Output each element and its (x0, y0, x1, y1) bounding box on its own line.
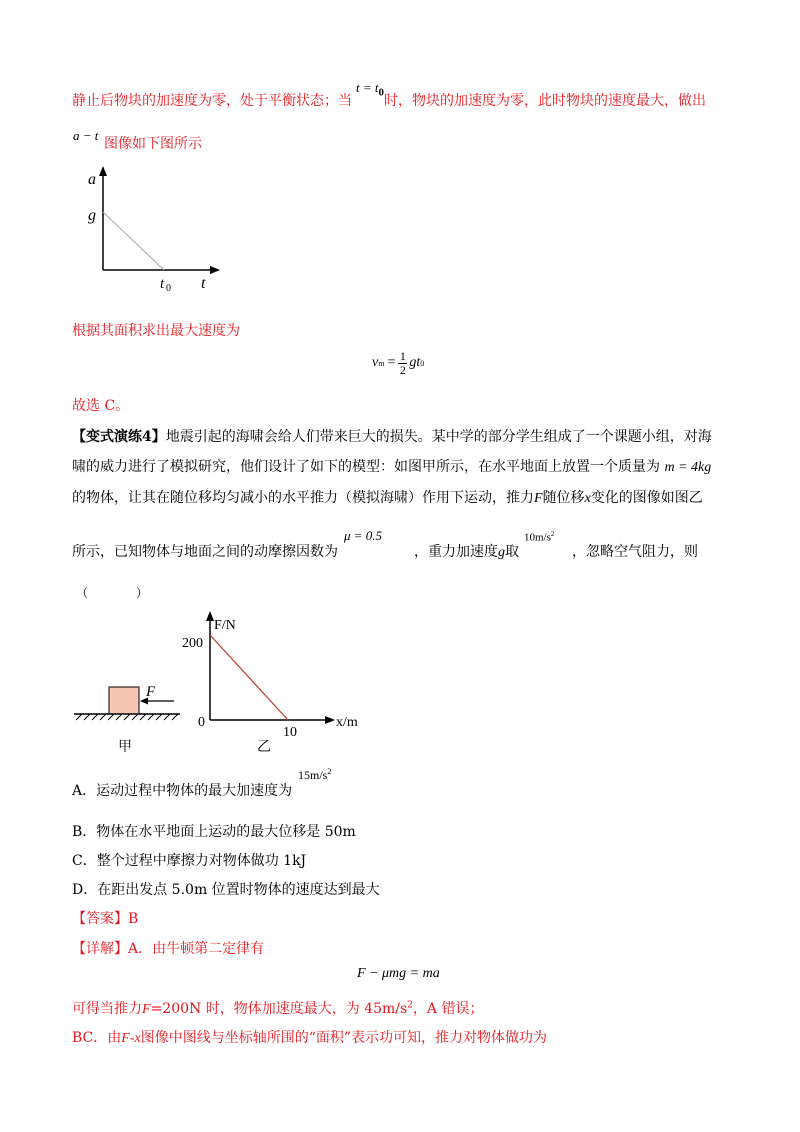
detail-label (72, 938, 264, 958)
x-axis-label: t (201, 275, 206, 292)
inline-formula-a-t (73, 128, 98, 144)
var-F: F (142, 1002, 151, 1017)
origin-label: 0 (198, 715, 205, 730)
x-tick-label: 10 (283, 725, 297, 740)
problem-text: 地震引起的海啸会给人们带来巨大的损失。某中学的部分学生组成了一个课题小组，对海 (165, 429, 712, 445)
solution-text: 故选 C。 (72, 398, 130, 414)
option-text: D．在距出发点 5.0m 位置时物体的速度达到最大 (72, 882, 380, 898)
problem-line-4-end (572, 541, 698, 561)
option-text: C．整个过程中摩擦力对物体做功 1kJ (72, 853, 307, 869)
option-text: A．运动过程中物体的最大加速度为 (72, 783, 293, 799)
solution-text: 图像如下图所示 (104, 136, 202, 152)
x-axis-arrow (325, 716, 335, 724)
problem-text: 取 (505, 544, 519, 560)
var-g: g (498, 545, 505, 560)
a-t-graph (80, 160, 240, 300)
formula-var: v (372, 355, 379, 370)
solution-line-1 (72, 90, 352, 110)
detail-superscript: 2 (407, 1000, 413, 1011)
formula-text: 15m/s (298, 768, 328, 782)
problem-text: ，忽略空气阻力，则 (572, 544, 698, 560)
formula-subscript: m (378, 358, 385, 368)
problem-line-3 (72, 487, 703, 507)
option-d (72, 879, 380, 899)
formula-subscript: 0 (420, 358, 425, 368)
problem-line-1 (72, 426, 712, 446)
x-intercept-label: t (160, 276, 165, 292)
solution-line-2 (104, 133, 202, 153)
problem-text: 变化的图像如图乙 (590, 490, 703, 506)
formula-superscript: 2 (327, 767, 332, 776)
fraction-numerator: 1 (399, 348, 406, 363)
formula-text: a − t (73, 128, 99, 143)
detail-text: BC．由 (72, 1030, 122, 1046)
mass-formula: m = 4kg (664, 460, 712, 475)
formula-text: μ = 0.5 (344, 528, 383, 543)
formula-subscript: 0 (378, 86, 384, 99)
solution-text: 时，物块的加速度为零，此时物块的速度最大，做出 (384, 93, 706, 109)
mu-formula (344, 528, 382, 544)
block (109, 687, 139, 714)
area-text (72, 320, 240, 340)
detail-text: =200N 时，物体加速度最大，为 45m/s (150, 1001, 408, 1017)
y-axis-arrow (99, 166, 107, 176)
problem-line-4-mid (414, 541, 519, 561)
y-intercept-label: g (88, 207, 96, 224)
option-text: B．物体在水平地面上运动的最大位移是 50m (72, 824, 356, 840)
figure-yi-chart (175, 605, 365, 770)
x-axis-label: x/m (336, 715, 358, 730)
answer-bracket (76, 584, 148, 601)
bracket-text: （ ） (76, 586, 149, 600)
inline-formula-t-t0 (356, 80, 384, 99)
force-label: F (146, 684, 156, 700)
a-t-line (103, 212, 164, 270)
formula-fraction (398, 350, 407, 377)
option-a-value (298, 767, 331, 783)
formula-var: gt (409, 355, 421, 370)
formula-vm (372, 345, 424, 381)
problem-line-2 (72, 456, 711, 476)
force-line (210, 635, 288, 720)
problem-text: 所示，已知物体与地面之间的动摩擦因数为 (72, 544, 338, 560)
var-x: x (584, 491, 591, 506)
formula-superscript: 2 (550, 530, 555, 538)
y-axis-arrow (206, 611, 214, 621)
x-intercept-subscript: 0 (166, 283, 171, 294)
y-axis-label: a (88, 171, 96, 188)
y-axis-label: F/N (214, 618, 236, 633)
formula-equals: = (387, 355, 396, 370)
var-F: F (534, 491, 543, 506)
option-b (72, 821, 356, 841)
detail-line-3 (72, 1027, 547, 1047)
problem-text: 啸的威力进行了模拟研究，他们设计了如下的模型：如图甲所示，在水平地面上放置一个质量为 (72, 459, 660, 475)
detail-line-2 (72, 998, 483, 1018)
detail-text: 可得当推力 (72, 1001, 142, 1017)
answer-text: 【答案】B (72, 911, 139, 927)
problem-text: ，重力加速度 (414, 544, 498, 560)
answer-label (72, 908, 138, 928)
ground-hatching (76, 714, 178, 720)
formula-text: 10m/s (524, 531, 551, 544)
solution-line-1-cont (384, 90, 706, 110)
figure-caption-jia: 甲 (118, 740, 132, 755)
problem-line-4 (72, 541, 338, 561)
y-tick-label: 200 (182, 636, 203, 651)
g-value (524, 530, 554, 544)
detail-text: 【详解】A．由牛顿第二定律有 (72, 941, 265, 957)
choose-c (72, 395, 129, 415)
problem-text: 随位移 (542, 490, 585, 506)
figure-caption-yi: 乙 (257, 740, 271, 755)
fraction-denominator: 2 (399, 362, 406, 377)
solution-text: 根据其面积求出最大速度为 (72, 323, 240, 339)
problem-text: 的物体，让其在随位移均匀减小的水平推力（模拟海啸）作用下运动，推力 (72, 490, 534, 506)
option-a (72, 780, 292, 800)
detail-text: ，A 错误； (412, 1001, 484, 1017)
option-c (72, 850, 306, 870)
formula-text: F − μmg = ma (357, 966, 440, 981)
problem-tag: 【变式演练4】 (72, 429, 166, 445)
newton-formula (357, 965, 440, 982)
figure-jia (70, 675, 190, 765)
solution-text: 静止后物块的加速度为零，处于平衡状态；当 (72, 93, 352, 109)
formula-text: t = t (356, 80, 379, 95)
var-fx: F-x (121, 1031, 141, 1046)
detail-text: 图像中图线与坐标轴所围的“面积”表示功可知，推力对物体做功为 (140, 1030, 548, 1046)
x-axis-arrow (210, 266, 220, 274)
